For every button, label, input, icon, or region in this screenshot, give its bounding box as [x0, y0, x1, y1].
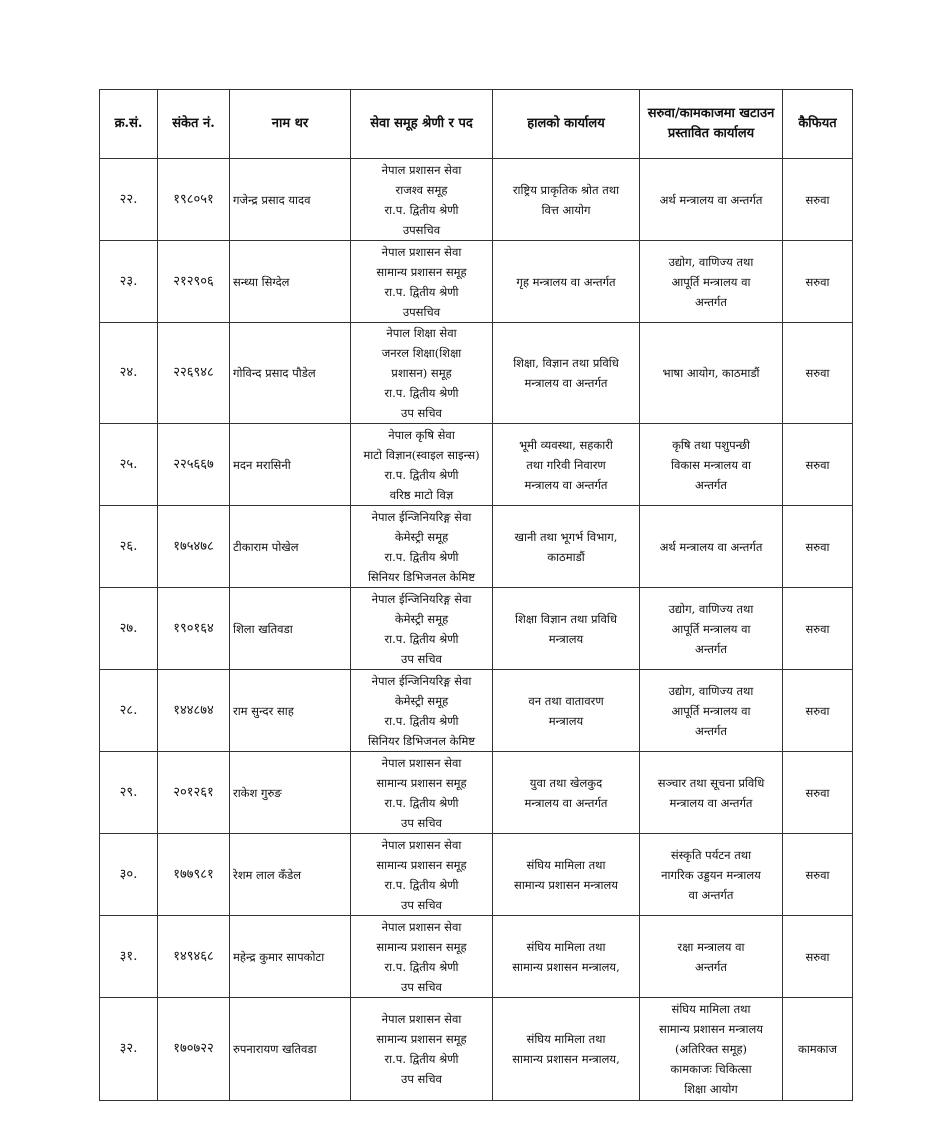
full-name-cell: टीकाराम पोखेल	[230, 506, 351, 588]
remarks-cell: सरुवा	[783, 588, 853, 670]
code-number-cell: २२६९४८	[158, 323, 230, 424]
service-post-cell	[351, 506, 493, 588]
code-number-cell: २१२९०६	[158, 241, 230, 323]
current-office-cell-line: राष्ट्रिय प्राकृतिक श्रोत तथा	[512, 182, 620, 197]
service-post-cell-line: नेपाल प्रशासन सेवा	[381, 837, 462, 852]
full-name-cell: गजेन्द्र प्रसाद यादव	[230, 159, 351, 241]
code-number-cell: २२५६६७	[158, 424, 230, 506]
service-post-cell-line: वरिष्ठ माटो विज्ञ	[389, 487, 454, 502]
proposed-office-cell-line: संस्कृति पर्यटन तथा	[670, 847, 752, 862]
proposed-office-cell-line: अन्तर्गत	[695, 959, 727, 974]
header-service-group-post: सेवा समूह श्रेणी र पद	[351, 90, 493, 159]
service-post-cell-line: नेपाल प्रशासन सेवा	[381, 755, 462, 770]
proposed-office-cell	[640, 424, 783, 506]
current-office-cell	[493, 834, 640, 916]
header-full-name: नाम थर	[230, 90, 351, 159]
current-office-cell	[493, 241, 640, 323]
current-office-cell-line: वित्त आयोग	[541, 202, 591, 217]
current-office-cell	[493, 752, 640, 834]
service-post-cell-line: सामान्य प्रशासन समूह	[376, 775, 467, 790]
current-office-cell-line: संघिय मामिला तथा	[526, 939, 606, 954]
current-office-cell-line: तथा गरिवी निवारण	[526, 457, 606, 472]
serial-number-cell: २५.	[100, 424, 158, 506]
current-office-cell	[493, 506, 640, 588]
serial-number-cell: २७.	[100, 588, 158, 670]
service-post-cell-line: उप सचिव	[401, 1072, 442, 1086]
service-post-cell-line: रा.प. द्वितीय श्रेणी	[384, 1052, 459, 1066]
remarks-cell: सरुवा	[783, 323, 853, 424]
serial-number-cell: २४.	[100, 323, 158, 424]
table-row	[100, 241, 853, 323]
table-row	[100, 834, 853, 916]
proposed-office-cell-line: अन्तर्गत	[695, 477, 727, 492]
current-office-cell	[493, 323, 640, 424]
remarks-cell: सरुवा	[783, 916, 853, 998]
service-post-cell-line: उपसचिव	[402, 304, 441, 319]
serial-number-cell: २२.	[100, 159, 158, 241]
remarks-cell: सरुवा	[783, 506, 853, 588]
service-post-cell	[351, 159, 493, 241]
current-office-cell	[493, 424, 640, 506]
table-body	[100, 159, 853, 1101]
current-office-cell-line: संघिय मामिला तथा	[526, 857, 606, 872]
current-office-cell	[493, 670, 640, 752]
serial-number-cell: ३१.	[100, 916, 158, 998]
service-post-cell-line: रा.प. द्वितीय श्रेणी	[384, 795, 459, 810]
current-office-cell-line: मन्त्रालय	[548, 713, 584, 728]
code-number-cell: १७०७२२	[158, 998, 230, 1101]
current-office-cell-line: सामान्य प्रशासन मन्त्रालय,	[512, 1052, 620, 1066]
service-post-cell-line: उप सचिव	[401, 815, 442, 830]
service-post-cell-line: नेपाल शिक्षा सेवा	[386, 326, 457, 340]
proposed-office-cell	[640, 834, 783, 916]
full-name-cell: महेन्द्र कुमार सापकोटा	[230, 916, 351, 998]
service-post-cell-line: नेपाल प्रशासन सेवा	[381, 919, 462, 934]
table-row	[100, 424, 853, 506]
proposed-office-cell-line: आपूर्ति मन्त्रालय वा	[671, 621, 751, 636]
service-post-cell-line: जनरल शिक्षा(शिक्षा	[381, 346, 462, 360]
transfer-table	[99, 89, 853, 1101]
current-office-cell-line: युवा तथा खेलकुद	[529, 775, 603, 790]
remarks-cell: सरुवा	[783, 424, 853, 506]
proposed-office-cell-line: अर्थ मन्त्रालय वा अन्तर्गत	[659, 539, 763, 554]
service-post-cell-line: सिनियर डिभिजनल केमिष्ट	[367, 569, 476, 584]
code-number-cell: १९८०५१	[158, 159, 230, 241]
full-name-cell: मदन मरासिनी	[230, 424, 351, 506]
current-office-cell-line: वन तथा वातावरण	[528, 693, 604, 708]
table-row	[100, 159, 853, 241]
full-name-cell: राम सुन्दर साह	[230, 670, 351, 752]
service-post-cell	[351, 588, 493, 670]
service-post-cell	[351, 752, 493, 834]
proposed-office-cell-line: उद्योग, वाणिज्य तथा	[668, 254, 754, 269]
service-post-cell-line: नेपाल ईन्जिनियरिङ्ग सेवा	[371, 591, 472, 606]
proposed-office-cell	[640, 670, 783, 752]
table-row	[100, 506, 853, 588]
current-office-cell-line: सामान्य प्रशासन मन्त्रालय	[514, 877, 618, 892]
proposed-office-cell-line: आपूर्ति मन्त्रालय वा	[671, 274, 751, 289]
proposed-office-cell-line: मन्त्रालय वा अन्तर्गत	[669, 795, 753, 810]
remarks-cell: सरुवा	[783, 241, 853, 323]
proposed-office-cell-line: संघिय मामिला तथा	[671, 1002, 751, 1016]
proposed-office-cell	[640, 506, 783, 588]
proposed-office-cell	[640, 752, 783, 834]
proposed-office-cell-line: सामान्य प्रशासन मन्त्रालय	[659, 1022, 763, 1036]
service-post-cell-line: उप सचिव	[401, 406, 442, 420]
full-name-cell: शिला खतिवडा	[230, 588, 351, 670]
current-office-cell-line: शिक्षा विज्ञान तथा प्रविधि	[515, 611, 617, 626]
serial-number-cell: २९.	[100, 752, 158, 834]
header-proposed-office: सरुवा/कामकाजमा खटाउन प्रस्तावित कार्यालय	[640, 90, 783, 159]
proposed-office-cell-line: आपूर्ति मन्त्रालय वा	[671, 703, 751, 718]
service-post-cell	[351, 670, 493, 752]
service-post-cell-line: रा.प. द्वितीय श्रेणी	[384, 877, 459, 892]
service-post-cell	[351, 241, 493, 323]
current-office-cell-line: भूमी व्यवस्था, सहकारी	[519, 437, 613, 452]
service-post-cell-line: सिनियर डिभिजनल केमिष्ट	[367, 733, 476, 748]
current-office-cell-line: खानी तथा भूगर्भ विभाग,	[514, 529, 618, 544]
proposed-office-cell-line: (अतिरिक्त समूह)	[674, 1042, 748, 1056]
proposed-office-cell	[640, 588, 783, 670]
proposed-office-cell-line: अर्थ मन्त्रालय वा अन्तर्गत	[659, 192, 763, 207]
current-office-cell-line: सामान्य प्रशासन मन्त्रालय,	[512, 959, 620, 974]
service-post-cell	[351, 916, 493, 998]
service-post-cell-line: सामान्य प्रशासन समूह	[376, 1032, 467, 1046]
serial-number-cell: २३.	[100, 241, 158, 323]
proposed-office-cell	[640, 916, 783, 998]
current-office-cell	[493, 916, 640, 998]
full-name-cell: गोविन्द प्रसाद पौडेल	[230, 323, 351, 424]
proposed-office-cell	[640, 241, 783, 323]
service-post-cell	[351, 323, 493, 424]
service-post-cell-line: सामान्य प्रशासन समूह	[376, 857, 467, 872]
service-post-cell-line: केमेस्ट्री समूह	[394, 529, 449, 544]
current-office-cell-line: मन्त्रालय वा अन्तर्गत	[524, 795, 608, 810]
proposed-office-cell	[640, 998, 783, 1101]
serial-number-cell: २६.	[100, 506, 158, 588]
proposed-office-cell-line: अन्तर्गत	[695, 294, 727, 309]
service-post-cell-line: केमेस्ट्री समूह	[394, 693, 449, 708]
service-post-cell-line: नेपाल प्रशासन सेवा	[381, 162, 462, 177]
service-post-cell-line: रा.प. द्वितीय श्रेणी	[384, 284, 459, 299]
current-office-cell-line: काठमाडौं	[547, 549, 585, 564]
service-post-cell-line: उप सचिव	[401, 651, 442, 666]
proposed-office-cell-line: कामकाजः चिकित्सा	[670, 1062, 752, 1076]
remarks-cell: कामकाज	[783, 998, 853, 1101]
current-office-cell	[493, 588, 640, 670]
remarks-cell: सरुवा	[783, 834, 853, 916]
proposed-office-cell-line: शिक्षा आयोग	[684, 1082, 738, 1096]
header-serial-number: क्र.सं.	[100, 90, 158, 159]
proposed-office-cell-line: उद्योग, वाणिज्य तथा	[668, 683, 754, 698]
header-code-number: संकेत नं.	[158, 90, 230, 159]
serial-number-cell: ३२.	[100, 998, 158, 1101]
code-number-cell: २०१२६१	[158, 752, 230, 834]
table-row	[100, 588, 853, 670]
current-office-cell-line: संघिय मामिला तथा	[526, 1032, 606, 1046]
service-post-cell-line: केमेस्ट्री समूह	[394, 611, 449, 626]
service-post-cell-line: रा.प. द्वितीय श्रेणी	[384, 202, 459, 217]
current-office-cell-line: मन्त्रालय	[548, 631, 584, 646]
service-post-cell-line: सामान्य प्रशासन समूह	[376, 264, 467, 279]
current-office-cell-line: मन्त्रालय वा अन्तर्गत	[524, 376, 608, 390]
service-post-cell-line: नेपाल ईन्जिनियरिङ्ग सेवा	[371, 509, 472, 524]
serial-number-cell: २८.	[100, 670, 158, 752]
service-post-cell-line: नेपाल कृषि सेवा	[388, 427, 455, 442]
code-number-cell: १७५४७८	[158, 506, 230, 588]
service-post-cell-line: माटो विज्ञान(स्वाइल साइन्स)	[363, 447, 480, 462]
table-row	[100, 670, 853, 752]
table-row	[100, 752, 853, 834]
service-post-cell-line: राजश्व समूह	[395, 182, 448, 197]
table-row	[100, 323, 853, 424]
service-post-cell-line: नेपाल प्रशासन सेवा	[381, 1012, 462, 1026]
current-office-cell	[493, 159, 640, 241]
full-name-cell: राकेश गुरुङ	[230, 752, 351, 834]
header-current-office: हालको कार्यालय	[493, 90, 640, 159]
service-post-cell-line: नेपाल ईन्जिनियरिङ्ग सेवा	[371, 673, 472, 688]
current-office-cell	[493, 998, 640, 1101]
proposed-office-cell	[640, 159, 783, 241]
service-post-cell-line: सामान्य प्रशासन समूह	[376, 939, 467, 954]
service-post-cell	[351, 834, 493, 916]
service-post-cell-line: प्रशासन) समूह	[391, 366, 452, 380]
proposed-office-cell-line: अन्तर्गत	[695, 723, 727, 738]
proposed-office-cell-line: सञ्चार तथा सूचना प्रविधि	[657, 775, 765, 790]
code-number-cell: १७७९८१	[158, 834, 230, 916]
service-post-cell-line: रा.प. द्वितीय श्रेणी	[384, 631, 459, 646]
table-row	[100, 916, 853, 998]
table-header-row	[100, 90, 853, 159]
proposed-office-cell-line: विकास मन्त्रालय वा	[670, 457, 752, 472]
current-office-cell-line: गृह मन्त्रालय वा अन्तर्गत	[516, 274, 616, 289]
remarks-cell: सरुवा	[783, 670, 853, 752]
proposed-office-cell-line: कृषि तथा पशुपन्छी	[672, 437, 750, 452]
code-number-cell: १४९४६८	[158, 916, 230, 998]
full-name-cell: रेशम लाल कँडेल	[230, 834, 351, 916]
service-post-cell-line: उपसचिव	[402, 222, 441, 237]
full-name-cell: सन्ध्या सिग्देल	[230, 241, 351, 323]
header-remarks: कैफियत	[783, 90, 853, 159]
proposed-office-cell	[640, 323, 783, 424]
remarks-cell: सरुवा	[783, 159, 853, 241]
service-post-cell-line: रा.प. द्वितीय श्रेणी	[384, 713, 459, 728]
current-office-cell-line: शिक्षा, विज्ञान तथा प्रविधि	[513, 356, 619, 370]
service-post-cell-line: रा.प. द्वितीय श्रेणी	[384, 386, 459, 400]
service-post-cell-line: उप सचिव	[401, 979, 442, 994]
current-office-cell-line: मन्त्रालय वा अन्तर्गत	[524, 477, 608, 492]
proposed-office-cell-line: उद्योग, वाणिज्य तथा	[668, 601, 754, 616]
code-number-cell: १४४८७४	[158, 670, 230, 752]
proposed-office-cell-line: रक्षा मन्त्रालय वा	[677, 939, 745, 954]
full-name-cell: रुपनारायण खतिवडा	[230, 998, 351, 1101]
remarks-cell: सरुवा	[783, 752, 853, 834]
service-post-cell	[351, 424, 493, 506]
service-post-cell	[351, 998, 493, 1101]
serial-number-cell: ३०.	[100, 834, 158, 916]
proposed-office-cell-line: अन्तर्गत	[695, 641, 727, 656]
table-row	[100, 998, 853, 1101]
proposed-office-cell-line: वा अन्तर्गत	[688, 887, 734, 902]
service-post-cell-line: रा.प. द्वितीय श्रेणी	[384, 549, 459, 564]
proposed-office-cell-line: भाषा आयोग, काठमाडौं	[662, 366, 760, 380]
proposed-office-cell-line: नागरिक उड्डयन मन्त्रालय	[661, 867, 761, 882]
service-post-cell-line: रा.प. द्वितीय श्रेणी	[384, 467, 459, 482]
service-post-cell-line: उप सचिव	[401, 897, 442, 912]
service-post-cell-line: नेपाल प्रशासन सेवा	[381, 244, 462, 259]
code-number-cell: १९०१६४	[158, 588, 230, 670]
service-post-cell-line: रा.प. द्वितीय श्रेणी	[384, 959, 459, 974]
